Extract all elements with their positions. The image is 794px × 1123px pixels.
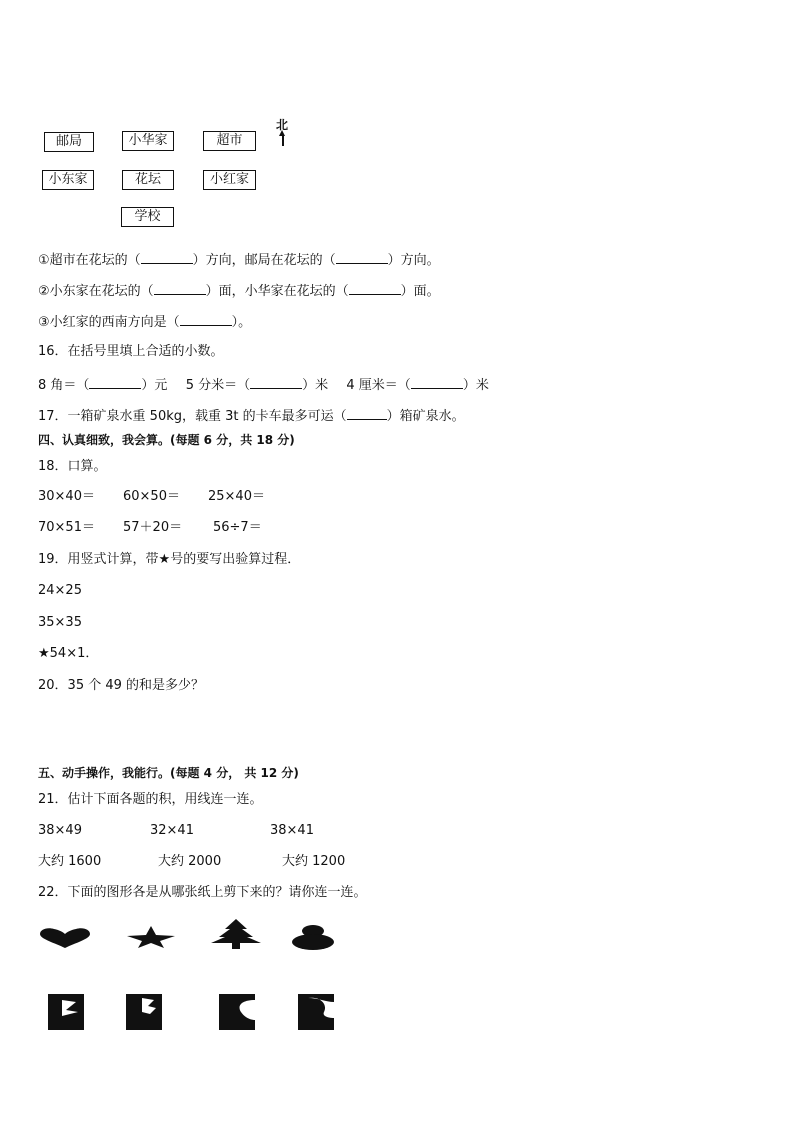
q15-3-text-a: ③小红家的西南方向是（ [38, 315, 180, 330]
q16-part-3-a: 4 厘米＝（ [346, 378, 411, 393]
q19-item-3: ★54×1． [38, 646, 99, 661]
map-box-xiaodong-home: 小东家 [42, 170, 94, 190]
q18-r1-c3: 25×40＝ [208, 489, 265, 504]
heart-icon [38, 927, 92, 949]
q15-1-text-c: ）方向。 [387, 253, 440, 268]
q15-1-blank-1[interactable] [141, 251, 193, 264]
map-box-xiaohong-home: 小红家 [203, 170, 256, 190]
q21-estimate-3: 大约 1200 [282, 854, 346, 869]
q15-2-text-a: ②小东家在花坛的（ [38, 284, 154, 299]
q21-title: 21．估计下面各题的积，用线连一连。 [38, 792, 263, 807]
q17-text-a: 17．一箱矿泉水重 50kg，载重 3t 的卡车最多可运（ [38, 409, 347, 424]
q16-part-1-a: 8 角＝（ [38, 378, 90, 393]
map-box-school: 学校 [121, 207, 174, 227]
q16-part-2-a: 5 分米＝（ [185, 378, 251, 393]
q18-r1-c1: 30×40＝ [38, 489, 95, 504]
q15-1-blank-2[interactable] [336, 251, 388, 264]
q18-r2-c3: 56÷7＝ [213, 520, 262, 535]
paper-cut-c-icon [219, 994, 255, 1030]
q15-3-blank[interactable] [180, 313, 232, 326]
q21-product-3: 38×41 [270, 823, 314, 838]
star-icon [126, 925, 176, 949]
q17-blank[interactable] [347, 407, 387, 420]
q18-r2-c1: 70×51＝ [38, 520, 95, 535]
north-arrowhead-icon [279, 130, 285, 136]
q18-r2-c2: 57＋20＝ [123, 520, 183, 535]
q19-item-1: 24×25 [38, 583, 82, 598]
snowman-icon [290, 924, 336, 950]
q18-title: 18．口算。 [38, 459, 107, 474]
q21-estimate-2: 大约 2000 [158, 854, 222, 869]
q21-product-2: 32×41 [150, 823, 194, 838]
map-box-post-office: 邮局 [44, 132, 94, 152]
q16-blank-2[interactable] [250, 376, 302, 389]
q19-item-2: 35×35 [38, 615, 82, 630]
q16-part-2-b: ）米 [302, 378, 329, 393]
section-5-title: 五、动手操作，我能行。(每题 4 分， 共 12 分) [38, 766, 299, 780]
tree-icon [209, 919, 263, 949]
q20-title: 20．35 个 49 的和是多少？ [38, 678, 205, 693]
q15-3-text-b: ）。 [231, 315, 252, 330]
q16-blank-3[interactable] [411, 376, 463, 389]
q21-product-1: 38×49 [38, 823, 82, 838]
q15-2-text-b: ）面，小华家在花坛的（ [205, 284, 349, 299]
q22-title: 22．下面的图形各是从哪张纸上剪下来的？请你连一连。 [38, 885, 367, 900]
q18-r1-c2: 60×50＝ [123, 489, 180, 504]
map-box-xiaohua-home: 小华家 [122, 131, 174, 151]
q19-title: 19．用竖式计算，带★号的要写出验算过程． [38, 552, 301, 567]
paper-cut-a-icon [48, 994, 84, 1030]
north-label: 北 [276, 118, 289, 132]
q17-line [38, 407, 465, 425]
q16-part-1-b: ）元 [141, 378, 168, 393]
q21-estimate-1: 大约 1600 [38, 854, 102, 869]
q17-text-b: ）箱矿泉水。 [386, 409, 465, 424]
q15-2-text-c: ）面。 [400, 284, 440, 299]
q15-1-text-b: ）方向，邮局在花坛的（ [192, 253, 336, 268]
q15-line-2 [38, 282, 440, 300]
map-box-flower-bed: 花坛 [122, 170, 174, 190]
paper-cut-d-icon [298, 994, 334, 1030]
q15-line-3 [38, 313, 251, 331]
map-box-supermarket: 超市 [203, 131, 256, 151]
q15-2-blank-2[interactable] [349, 282, 401, 295]
section-4-title: 四、认真细致，我会算。(每题 6 分，共 18 分) [38, 433, 295, 447]
q15-2-blank-1[interactable] [154, 282, 206, 295]
q16-title: 16．在括号里填上合适的小数。 [38, 344, 224, 359]
q16-part-3-b: ）米 [462, 378, 489, 393]
q16-blank-1[interactable] [89, 376, 141, 389]
q15-line-1 [38, 251, 440, 269]
q16-line [38, 376, 489, 394]
paper-cut-b-icon [126, 994, 162, 1030]
q15-1-text-a: ①超市在花坛的（ [38, 253, 141, 268]
